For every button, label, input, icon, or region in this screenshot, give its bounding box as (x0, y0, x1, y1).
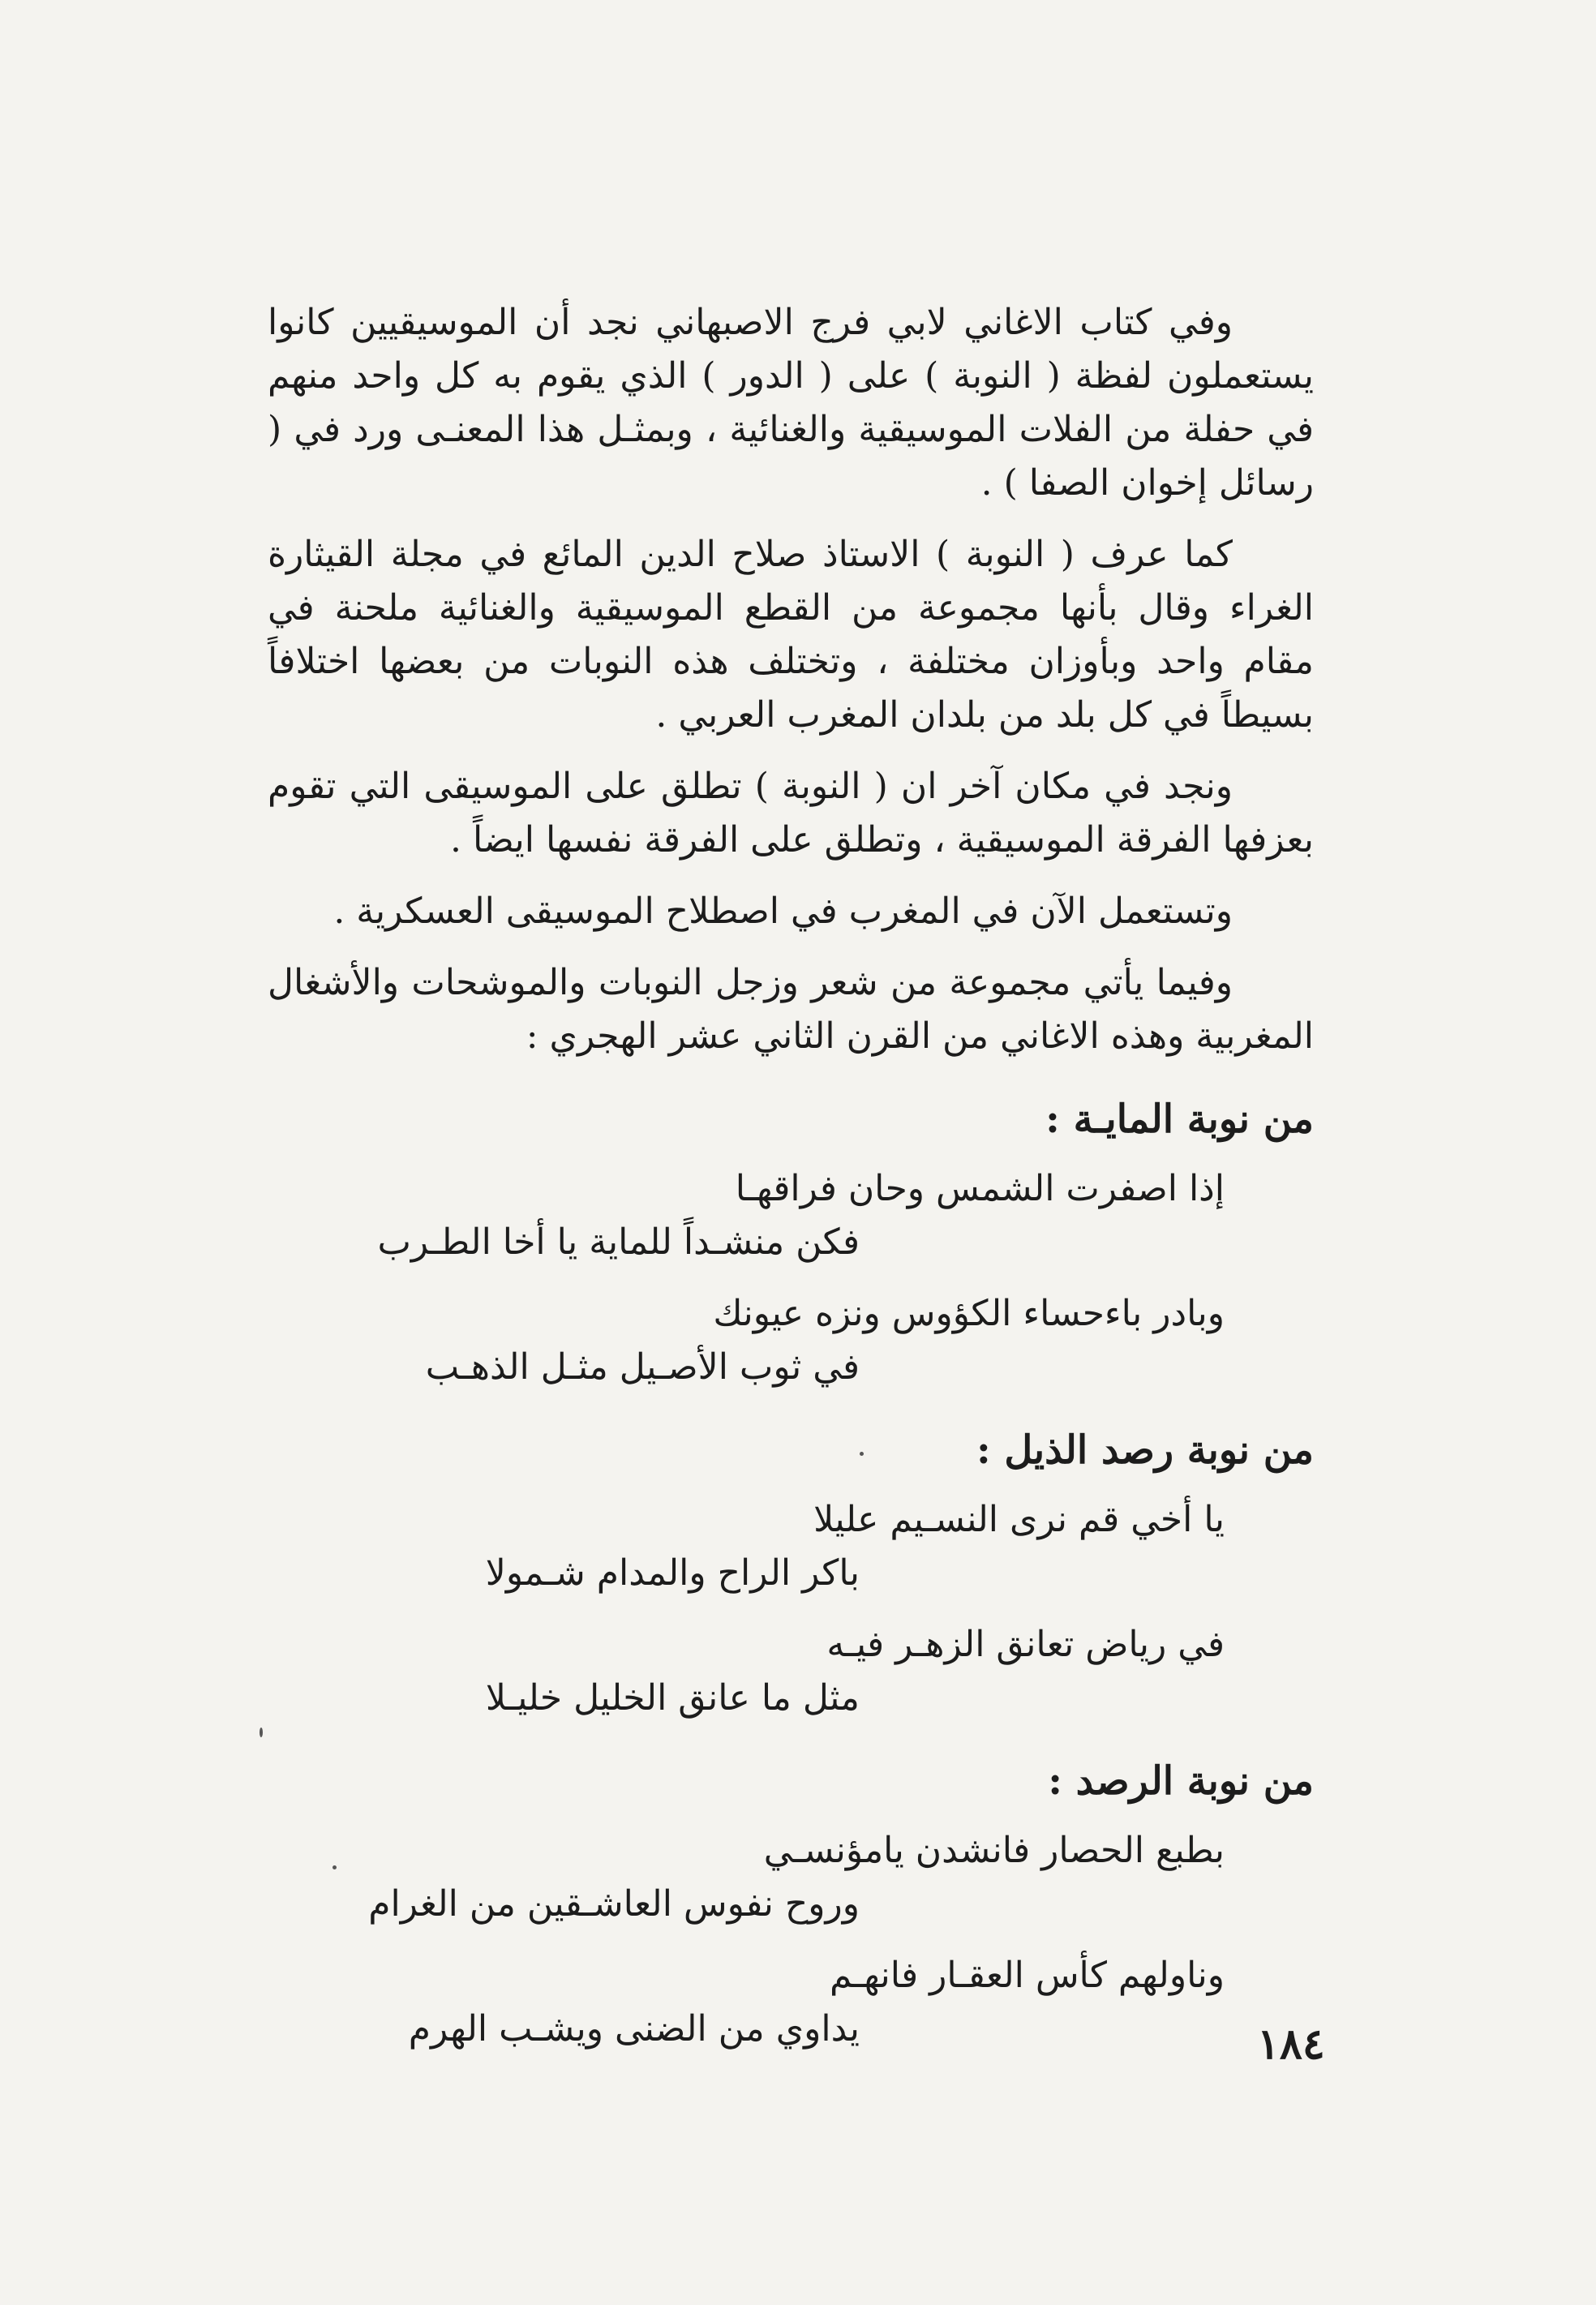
scan-speck (860, 1452, 864, 1456)
verse-second-hemistich: يداوي من الضنى ويشـب الهرم (408, 2008, 860, 2050)
section-heading: من نوبة الرصد : (1048, 1758, 1314, 1804)
paragraph: وفي كتاب الاغاني لابي فرج الاصبهاني نجد أن الموسيقيين كانوا يستعملون لفظة ( النوبة ) على ( الدور ) الذي يقوم به كل واحد منهم في حفلة من الفلات الموسيقية والغنائية ، وبمثـل هذا المعنـى ورد في ( رسائل إخوان الصفا ) . (268, 302, 1314, 504)
verse-first-hemistich: إذا اصفرت الشمس وحان فراقهـا (735, 1168, 1225, 1209)
section-rasd-al-dhayl (268, 1422, 1314, 1725)
page-body (268, 296, 1314, 2074)
verse-first-hemistich: وبادر باءحساء الكؤوس ونزه عيونك (713, 1293, 1225, 1334)
paragraph: وتستعمل الآن في المغرب في اصطلاح الموسيقى العسكرية . (333, 891, 1233, 932)
verse (268, 1949, 1314, 2056)
verse-first-hemistich: في رياض تعانق الزهـر فيـه (826, 1624, 1225, 1665)
verse-first-hemistich: يا أخي قم نرى النسـيم عليلا (813, 1499, 1225, 1540)
section-heading: من نوبة رصد الذيل : (976, 1427, 1314, 1473)
section-rasd (268, 1753, 1314, 2056)
verse-second-hemistich: باكر الراح والمدام شـمولا (485, 1552, 860, 1594)
scan-speck (332, 1865, 337, 1869)
paragraph: كما عرف ( النوبة ) الاستاذ صلاح الدين المائع في مجلة القيثارة الغراء وقال بأنها مجموعة من القطع الموسيقية والغنائية ملحنة في مقام واحد وبأوزان مختلفة ، وتختلف هذه النوبات من بعضها اختلافاً بسيطاً في كل بلد من بلدان المغرب العربي . (268, 534, 1314, 736)
verse-first-hemistich: بطبع الحصار فانشدن يامؤنسـي (763, 1830, 1225, 1871)
verse-second-hemistich: فكن منشـداً للماية يا أخا الطـرب (377, 1221, 860, 1263)
verse-second-hemistich: وروح نفوس العاشـقين من الغرام (368, 1883, 860, 1925)
verse-second-hemistich: في ثوب الأصـيل مثـل الذهـب (425, 1346, 860, 1388)
paragraph: ونجد في مكان آخر ان ( النوبة ) تطلق على الموسيقى التي تقوم بعزفها الفرقة الموسيقية ، وتطلق على الفرقة نفسها ايضاً . (268, 766, 1314, 861)
paragraph: وفيما يأتي مجموعة من شعر وزجل النوبات والموشحات والأشغال المغربية وهذه الاغاني من القرن الثاني عشر الهجري : (268, 962, 1314, 1057)
scan-speck (260, 1728, 263, 1737)
section-heading: من نوبة المايـة : (1045, 1097, 1314, 1142)
verse-first-hemistich: وناولهم كأس العقـار فانهـم (830, 1955, 1225, 1996)
verse (268, 1618, 1314, 1725)
section-mayah (268, 1091, 1314, 1394)
verse (268, 1493, 1314, 1600)
page-number: ١٨٤ (1257, 2020, 1325, 2069)
verse (268, 1824, 1314, 1931)
verse (268, 1162, 1314, 1269)
verse (268, 1287, 1314, 1394)
verse-second-hemistich: مثل ما عانق الخليل خليـلا (485, 1677, 860, 1719)
